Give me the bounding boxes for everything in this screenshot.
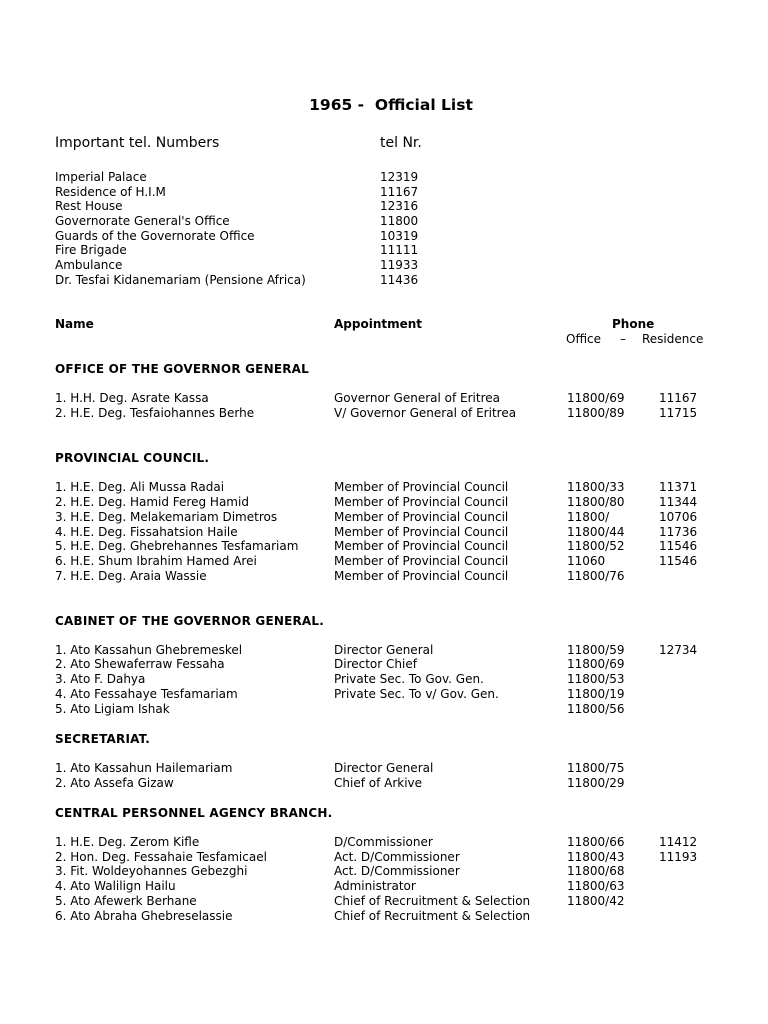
- important-tel: 11167: [380, 184, 419, 199]
- office-phone: 11800/29: [567, 776, 625, 790]
- document-title: 1965 - Official List: [309, 96, 473, 114]
- important-name: Guards of the Governorate Office: [55, 228, 255, 243]
- person-name: 4. Ato Walilign Hailu: [55, 879, 176, 893]
- important-number-row: [0, 214, 768, 229]
- office-phone: 11800/42: [567, 894, 625, 908]
- residence-phone: 11546: [659, 554, 698, 568]
- appointment: Member of Provincial Council: [334, 510, 509, 524]
- office-phone: 11800/33: [567, 480, 625, 494]
- residence-phone: 11193: [659, 850, 698, 864]
- person-name: 7. H.E. Deg. Araia Wassie: [55, 569, 207, 583]
- important-tel: 12319: [380, 170, 419, 184]
- table-row: [0, 894, 768, 909]
- table-row: [0, 909, 768, 924]
- section-title: CABINET OF THE GOVERNOR GENERAL.: [55, 614, 325, 628]
- table-row: [0, 657, 768, 672]
- phone-column-header: Phone: [612, 317, 655, 331]
- section-title: PROVINCIAL COUNCIL.: [55, 451, 210, 465]
- residence-phone: 11715: [659, 406, 698, 420]
- residence-phone: 11371: [659, 480, 698, 494]
- office-phone: 11800/: [567, 510, 610, 524]
- residence-subheader: Residence: [642, 332, 704, 346]
- person-name: 1. Ato Kassahun Ghebremeskel: [55, 643, 243, 657]
- office-phone: 11060: [567, 554, 606, 568]
- important-number-row: [0, 170, 768, 185]
- office-phone: 11800/80: [567, 495, 625, 509]
- office-subheader: Office: [566, 332, 602, 346]
- important-number-row: [0, 273, 768, 288]
- office-phone: 11800/66: [567, 835, 625, 849]
- person-name: 6. H.E. Shum Ibrahim Hamed Arei: [55, 554, 257, 568]
- important-number-row: [0, 243, 768, 258]
- person-name: 2. Hon. Deg. Fessahaie Tesfamicael: [55, 850, 267, 864]
- office-phone: 11800/44: [567, 525, 625, 539]
- table-row: [0, 702, 768, 717]
- table-row: [0, 643, 768, 658]
- appointment: Member of Provincial Council: [334, 480, 509, 494]
- appointment: Member of Provincial Council: [334, 495, 509, 509]
- table-row: [0, 539, 768, 554]
- residence-phone: 11412: [659, 835, 698, 849]
- office-phone: 11800/89: [567, 406, 625, 420]
- appointment: Member of Provincial Council: [334, 539, 509, 553]
- important-name: Fire Brigade: [55, 243, 127, 257]
- person-name: 6. Ato Abraha Ghebreselassie: [55, 909, 233, 923]
- person-name: 2. H.E. Deg. Hamid Fereg Hamid: [55, 495, 249, 509]
- office-phone: 11800/53: [567, 672, 625, 686]
- table-row: [0, 776, 768, 791]
- person-name: 4. H.E. Deg. Fissahatsion Haile: [55, 525, 238, 539]
- section-title: CENTRAL PERSONNEL AGENCY BRANCH.: [55, 806, 333, 820]
- residence-phone: 11546: [659, 539, 698, 553]
- important-name: Imperial Palace: [55, 170, 147, 184]
- office-phone: 11800/19: [567, 687, 625, 701]
- important-name: Governorate General's Office: [55, 213, 230, 228]
- person-name: 2. H.E. Deg. Tesfaiohannes Berhe: [55, 406, 255, 420]
- office-phone: 11800/69: [567, 657, 625, 671]
- person-name: 2. Ato Shewaferraw Fessaha: [55, 657, 225, 671]
- important-name: Dr. Tesfai Kidanemariam (Pensione Africa): [55, 273, 306, 287]
- appointment: V/ Governor General of Eritrea: [334, 406, 517, 420]
- important-tel: 11436: [380, 273, 419, 287]
- office-phone: 11800/76: [567, 569, 625, 583]
- table-row: [0, 406, 768, 421]
- appointment: Member of Provincial Council: [334, 525, 509, 539]
- tel-number-heading: tel Nr.: [380, 135, 422, 151]
- table-row: [0, 554, 768, 569]
- table-row: [0, 525, 768, 540]
- important-number-row: [0, 258, 768, 273]
- office-phone: 11800/52: [567, 539, 625, 553]
- office-phone: 11800/69: [567, 391, 625, 405]
- appointment: Chief of Recruitment & Selection: [334, 909, 531, 923]
- important-numbers-heading: Important tel. Numbers: [55, 135, 220, 151]
- important-tel: 12316: [380, 199, 419, 213]
- residence-phone: 10706: [659, 510, 698, 524]
- name-column-header: Name: [55, 317, 94, 331]
- person-name: 4. Ato Fessahaye Tesfamariam: [55, 687, 238, 701]
- office-phone: 11800/59: [567, 643, 625, 657]
- person-name: 1. H.H. Deg. Asrate Kassa: [55, 391, 209, 405]
- person-name: 1. H.E. Deg. Ali Mussa Radai: [55, 480, 225, 494]
- important-name: Ambulance: [55, 258, 123, 272]
- table-row: [0, 687, 768, 702]
- appointment-column-header: Appointment: [334, 317, 423, 331]
- appointment: Chief of Recruitment & Selection: [334, 894, 531, 908]
- appointment: Private Sec. To v/ Gov. Gen.: [334, 687, 499, 701]
- person-name: 1. H.E. Deg. Zerom Kifle: [55, 835, 200, 849]
- person-name: 3. H.E. Deg. Melakemariam Dimetros: [55, 510, 278, 524]
- section-title: SECRETARIAT.: [55, 732, 151, 746]
- table-row: [0, 850, 768, 865]
- table-row: [0, 480, 768, 495]
- appointment: Private Sec. To Gov. Gen.: [334, 672, 484, 686]
- table-row: [0, 391, 768, 406]
- important-tel: 10319: [380, 228, 419, 243]
- table-row: [0, 864, 768, 879]
- table-row: [0, 569, 768, 584]
- table-row: [0, 510, 768, 525]
- office-phone: 11800/56: [567, 702, 625, 716]
- important-name: Residence of H.I.M: [55, 184, 166, 199]
- appointment: Director General: [334, 761, 434, 775]
- table-row: [0, 835, 768, 850]
- appointment: D/Commissioner: [334, 835, 433, 849]
- important-number-row: [0, 229, 768, 244]
- important-name: Rest House: [55, 199, 123, 213]
- person-name: 5. Ato Ligiam Ishak: [55, 702, 170, 716]
- appointment: Member of Provincial Council: [334, 554, 509, 568]
- appointment: Act. D/Commissioner: [334, 850, 460, 864]
- person-name: 5. Ato Afewerk Berhane: [55, 894, 197, 908]
- important-number-row: [0, 185, 768, 200]
- person-name: 3. Ato F. Dahya: [55, 672, 146, 686]
- person-name: 2. Ato Assefa Gizaw: [55, 776, 174, 790]
- important-number-row: [0, 199, 768, 214]
- table-row: [0, 761, 768, 776]
- office-phone: 11800/75: [567, 761, 625, 775]
- appointment: Administrator: [334, 879, 416, 893]
- office-phone: 11800/43: [567, 850, 625, 864]
- residence-phone: 11344: [659, 495, 698, 509]
- office-phone: 11800/68: [567, 864, 625, 878]
- appointment: Director General: [334, 643, 434, 657]
- person-name: 1. Ato Kassahun Hailemariam: [55, 761, 233, 775]
- important-tel: 11111: [380, 243, 419, 257]
- table-row: [0, 879, 768, 894]
- dash-separator: –: [620, 332, 626, 346]
- table-row: [0, 495, 768, 510]
- important-tel: 11933: [380, 258, 419, 272]
- important-tel: 11800: [380, 213, 419, 228]
- residence-phone: 11736: [659, 525, 698, 539]
- table-row: [0, 672, 768, 687]
- section-title: OFFICE OF THE GOVERNOR GENERAL: [55, 362, 309, 376]
- appointment: Chief of Arkive: [334, 776, 423, 790]
- appointment: Director Chief: [334, 657, 417, 671]
- appointment: Member of Provincial Council: [334, 569, 509, 583]
- person-name: 3. Fit. Woldeyohannes Gebezghi: [55, 864, 248, 878]
- appointment: Act. D/Commissioner: [334, 864, 460, 878]
- office-phone: 11800/63: [567, 879, 625, 893]
- residence-phone: 11167: [659, 391, 698, 405]
- person-name: 5. H.E. Deg. Ghebrehannes Tesfamariam: [55, 539, 299, 553]
- residence-phone: 12734: [659, 643, 698, 657]
- appointment: Governor General of Eritrea: [334, 391, 500, 405]
